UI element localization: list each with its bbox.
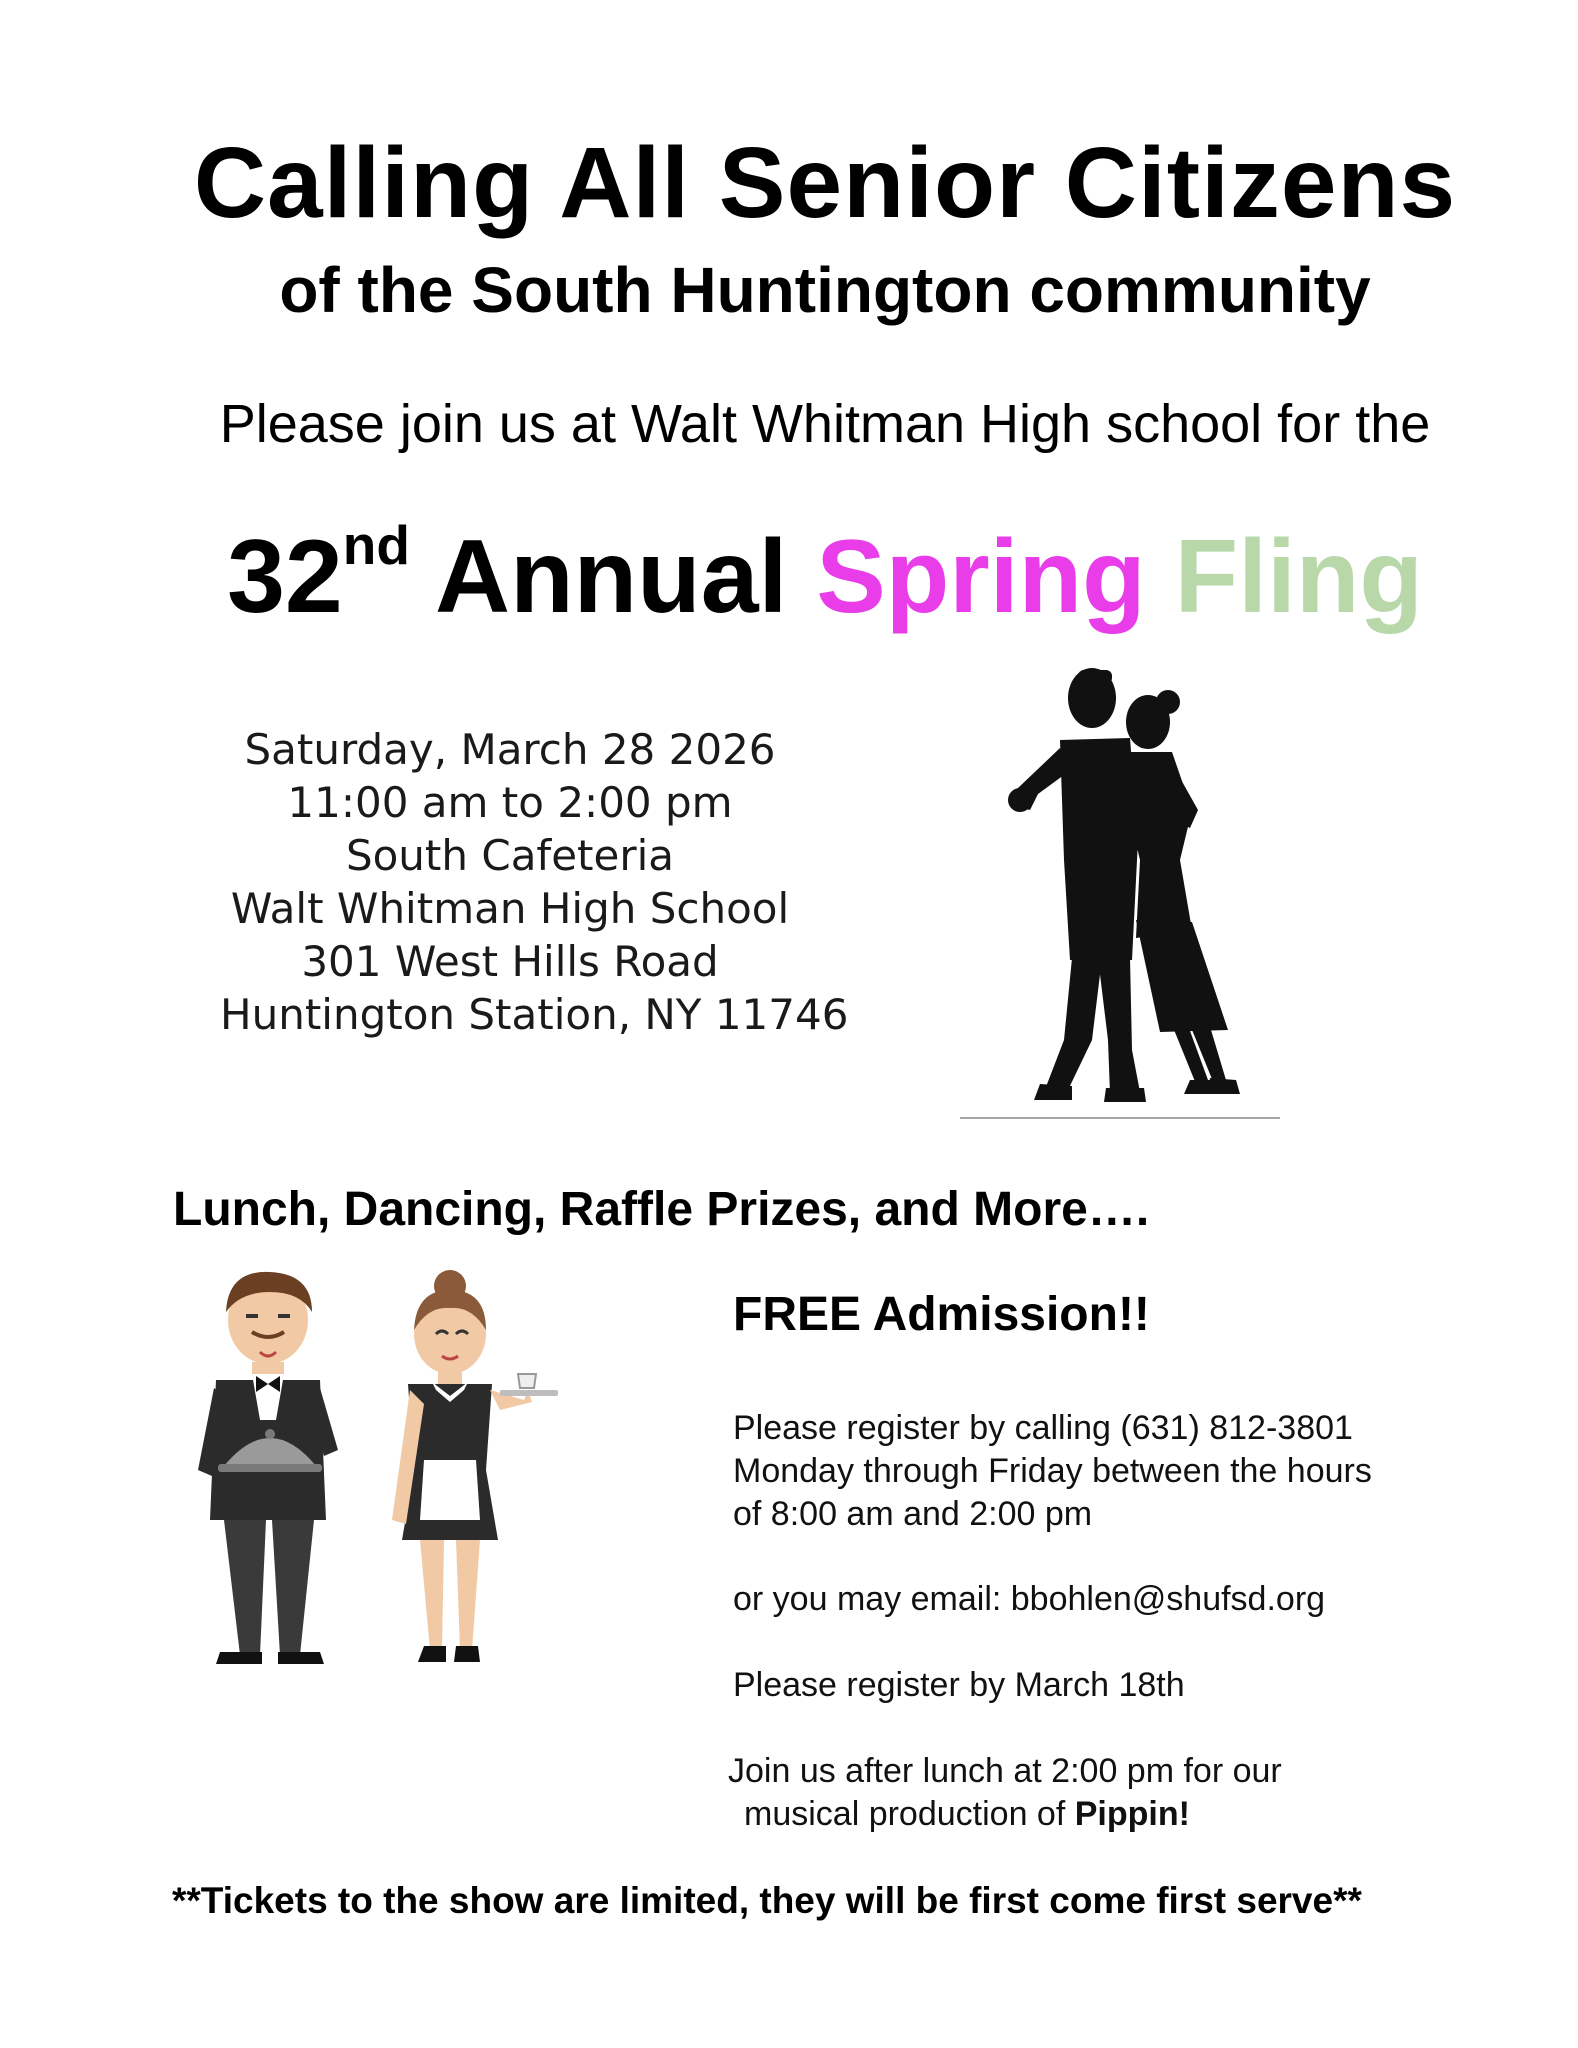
show-line-2 xyxy=(728,1793,1282,1836)
registration-line-1: Please register by calling (631) 812-3801 xyxy=(733,1409,1353,1447)
dancing-couple-silhouette-icon xyxy=(960,660,1280,1120)
features-heading: Lunch, Dancing, Raffle Prizes, and More…. xyxy=(173,1183,1150,1236)
event-school: Walt Whitman High School xyxy=(230,884,790,933)
event-word-spring: Spring xyxy=(816,519,1146,635)
registration-email: or you may email: bbohlen@shufsd.org xyxy=(733,1580,1326,1618)
show-name: Pippin! xyxy=(1074,1795,1190,1833)
event-word-fling: Fling xyxy=(1174,519,1423,635)
registration-info xyxy=(733,1407,1372,1536)
event-location: South Cafeteria xyxy=(345,831,675,880)
admission-heading: FREE Admission!! xyxy=(733,1288,1150,1341)
show-line-1: Join us after lunch at 2:00 pm for our xyxy=(728,1752,1282,1790)
registration-line-3: of 8:00 am and 2:00 pm xyxy=(733,1495,1093,1533)
show-line-2-prefix: musical production of xyxy=(744,1795,1075,1833)
show-info xyxy=(728,1750,1282,1836)
event-city: Huntington Station, NY 11746 xyxy=(220,990,849,1039)
tickets-note: **Tickets to the show are limited, they will be first come first serve** xyxy=(172,1880,1362,1921)
flyer-title: Calling All Senior Citizens xyxy=(193,127,1457,239)
event-time: 11:00 am to 2:00 pm xyxy=(287,778,733,827)
event-number: 32 xyxy=(227,519,343,635)
registration-deadline: Please register by March 18th xyxy=(733,1666,1185,1704)
flyer-subtitle: of the South Huntington community xyxy=(279,254,1371,326)
registration-line-2: Monday through Friday between the hours xyxy=(733,1452,1372,1490)
intro-text: Please join us at Walt Whitman High school for the xyxy=(219,394,1431,454)
waiter-and-waitress-icon xyxy=(180,1270,560,1670)
event-ordinal-suffix: nd xyxy=(342,514,410,576)
event-street: 301 West Hills Road xyxy=(301,937,719,986)
event-word-annual: Annual xyxy=(435,519,788,635)
event-title xyxy=(0,514,1578,635)
event-details xyxy=(220,723,849,1041)
event-date: Saturday, March 28 2026 xyxy=(244,725,776,774)
